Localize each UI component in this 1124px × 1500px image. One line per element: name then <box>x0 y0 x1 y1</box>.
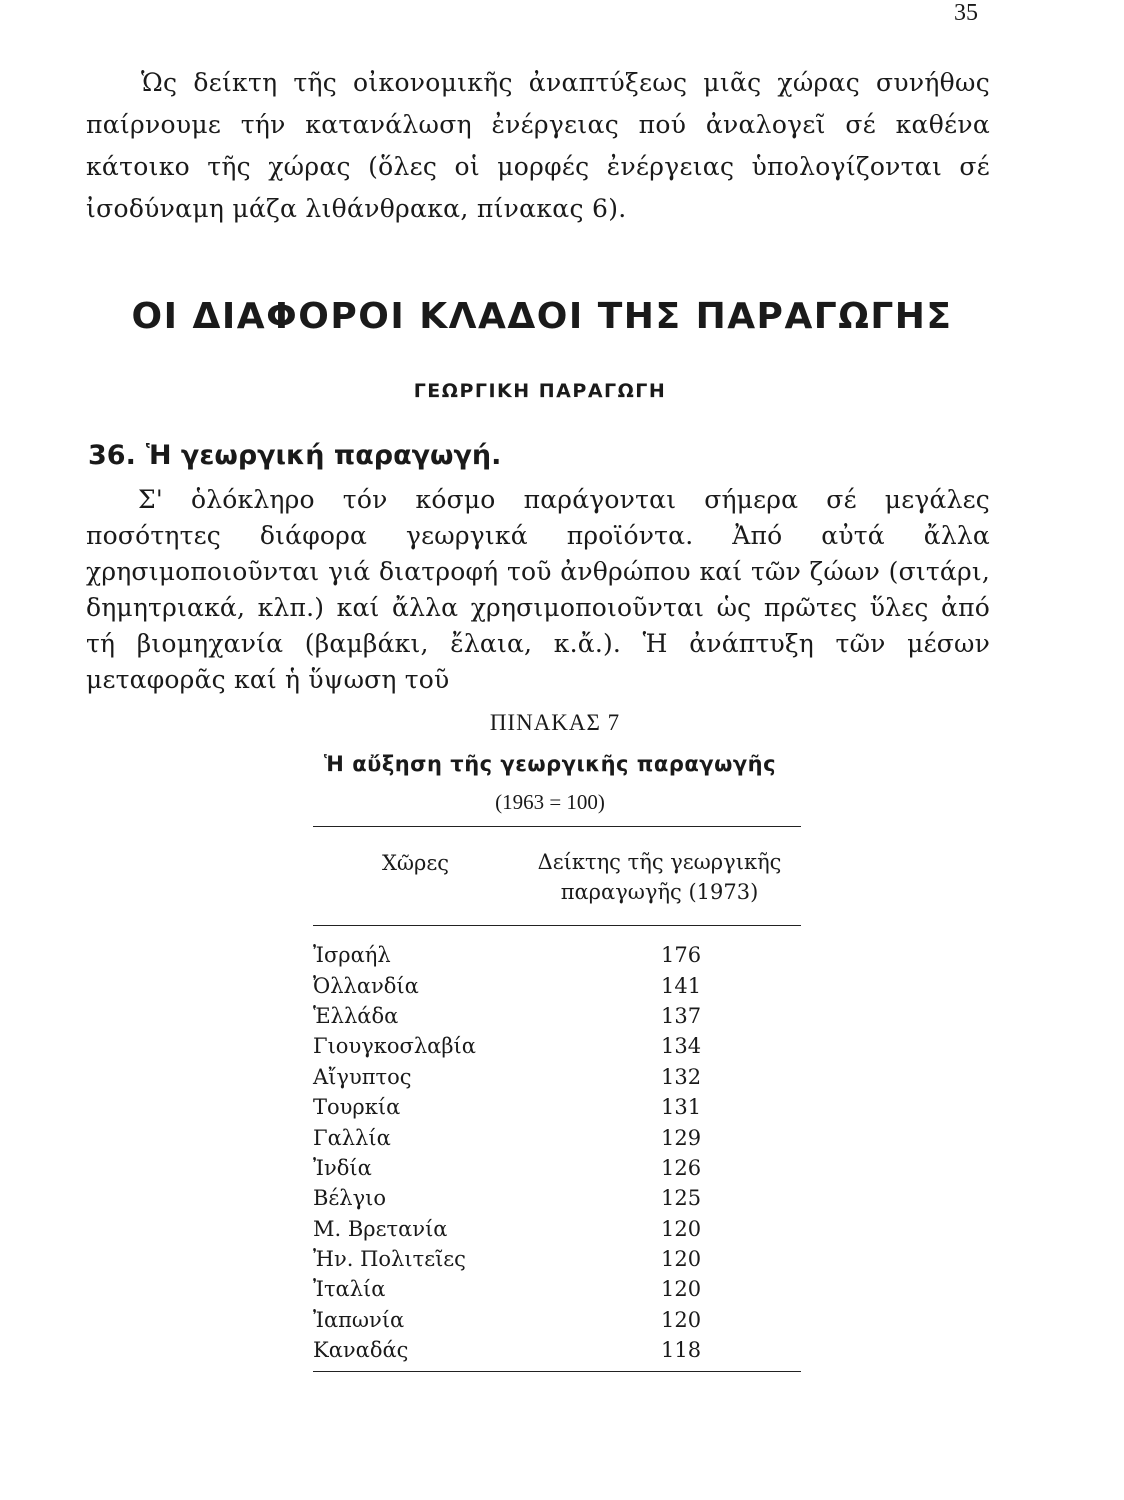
intro-paragraph: Ὡς δείκτη τῆς οἰκονομικῆς ἀναπτύξεως μιᾶς χώρας συνήθως παίρνουμε τήν κατανάλωση ἐνέργειας πού ἀναλογεῖ σέ καθένα κάτοικο τῆς χώρας (ὅλες οἱ μορφές ἐνέργειας ὑπολογίζονται σέ ἰσοδύναμη μάζα λιθάνθρακα, πίνακας 6). <box>86 68 990 223</box>
subsection-title: ΓΕΩΡΓΙΚΗ ΠΑΡΑΓΩΓΗ <box>413 380 667 402</box>
cell-country: Γιουγκοσλαβία <box>313 1034 476 1059</box>
cell-value: 120 <box>661 1277 702 1302</box>
header-country: Χῶρες <box>381 851 450 875</box>
table-row <box>313 1244 801 1274</box>
table-body <box>313 926 801 1371</box>
header-index-line1: Δείκτης τῆς γεωργικῆς <box>537 850 782 874</box>
cell-country: Τουρκία <box>313 1095 401 1120</box>
cell-value: 126 <box>661 1155 702 1180</box>
table-row <box>313 1001 801 1031</box>
table-row <box>313 1183 801 1213</box>
cell-value: 131 <box>661 1095 702 1120</box>
cell-value: 132 <box>661 1064 702 1089</box>
cell-value: 120 <box>661 1307 702 1332</box>
page-number: 35 <box>954 0 978 26</box>
cell-value: 118 <box>661 1338 702 1363</box>
cell-value: 120 <box>661 1216 702 1241</box>
table-base-note: (1963 = 100) <box>495 790 605 814</box>
table-row <box>313 1092 801 1122</box>
cell-country: Μ. Βρετανία <box>313 1216 448 1241</box>
cell-country: Γαλλία <box>313 1125 391 1150</box>
table-row <box>313 1153 801 1183</box>
cell-country: Ἑλλάδα <box>313 1003 399 1028</box>
cell-country: Ἰταλία <box>313 1277 386 1302</box>
cell-country: Ὀλλανδία <box>313 973 419 998</box>
section-heading <box>88 440 501 471</box>
table-row <box>313 1031 801 1061</box>
cell-value: 141 <box>661 973 702 998</box>
cell-value: 120 <box>661 1247 702 1272</box>
cell-value: 134 <box>661 1034 702 1059</box>
table-row <box>313 1062 801 1092</box>
chapter-title: ΟΙ ΔΙΑΦΟΡΟΙ ΚΛΑΔΟΙ ΤΗΣ ΠΑΡΑΓΩΓΗΣ <box>131 296 953 337</box>
table-bottom-rule <box>313 1371 801 1372</box>
table-label: ΠΙΝΑΚΑΣ 7 <box>489 710 621 735</box>
header-index-line2: παραγωγῆς (1973) <box>560 880 759 904</box>
cell-country: Βέλγιο <box>313 1186 387 1211</box>
cell-country: Ἠν. Πολιτεῖες <box>313 1247 466 1272</box>
header-index <box>518 847 801 907</box>
table-header <box>313 827 801 925</box>
table-row <box>313 1274 801 1304</box>
cell-value: 125 <box>661 1186 702 1211</box>
table-row <box>313 970 801 1000</box>
table-row <box>313 1335 801 1365</box>
table-row <box>313 1214 801 1244</box>
cell-country: Ἰνδία <box>313 1155 372 1180</box>
cell-value: 137 <box>661 1003 702 1028</box>
table-row <box>313 1122 801 1152</box>
data-table <box>313 826 801 1372</box>
cell-country: Ἰσραήλ <box>313 943 391 968</box>
intro-text <box>86 62 990 230</box>
table-row <box>313 1305 801 1335</box>
section-number: 36. <box>88 440 136 471</box>
table-row <box>313 940 801 970</box>
body-paragraph: Σ' ὁλόκληρο τόν κόσμο παράγονται σήμερα σέ μεγάλες ποσότητες διάφορα γεωργικά προϊόντα. Ἀπό αὐτά ἄλλα χρησιμοποιοῦνται γιά διατροφή τοῦ ἀνθρώπου καί τῶν ζώων (σιτάρι, δημητριακά, κλπ.) καί ἄλλα χρησιμοποιοῦνται ὡς πρῶτες ὕλες ἀπό τή βιομηχανία (βαμβάκι, ἔλαια, κ.ἄ.). Ἡ ἀνάπτυξη τῶν μέσων μεταφορᾶς καί ἡ ὕψωση τοῦ <box>86 485 990 694</box>
cell-country: Καναδάς <box>313 1338 409 1363</box>
table-title: Ἡ αὔξηση τῆς γεωργικῆς παραγωγῆς <box>323 752 777 776</box>
cell-country: Ἰαπωνία <box>313 1307 405 1332</box>
body-text <box>86 482 990 698</box>
cell-value: 129 <box>661 1125 702 1150</box>
section-title: Ἡ γεωργική παραγωγή. <box>145 440 502 471</box>
cell-value: 176 <box>661 943 702 968</box>
cell-country: Αἴγυπτος <box>313 1064 412 1089</box>
